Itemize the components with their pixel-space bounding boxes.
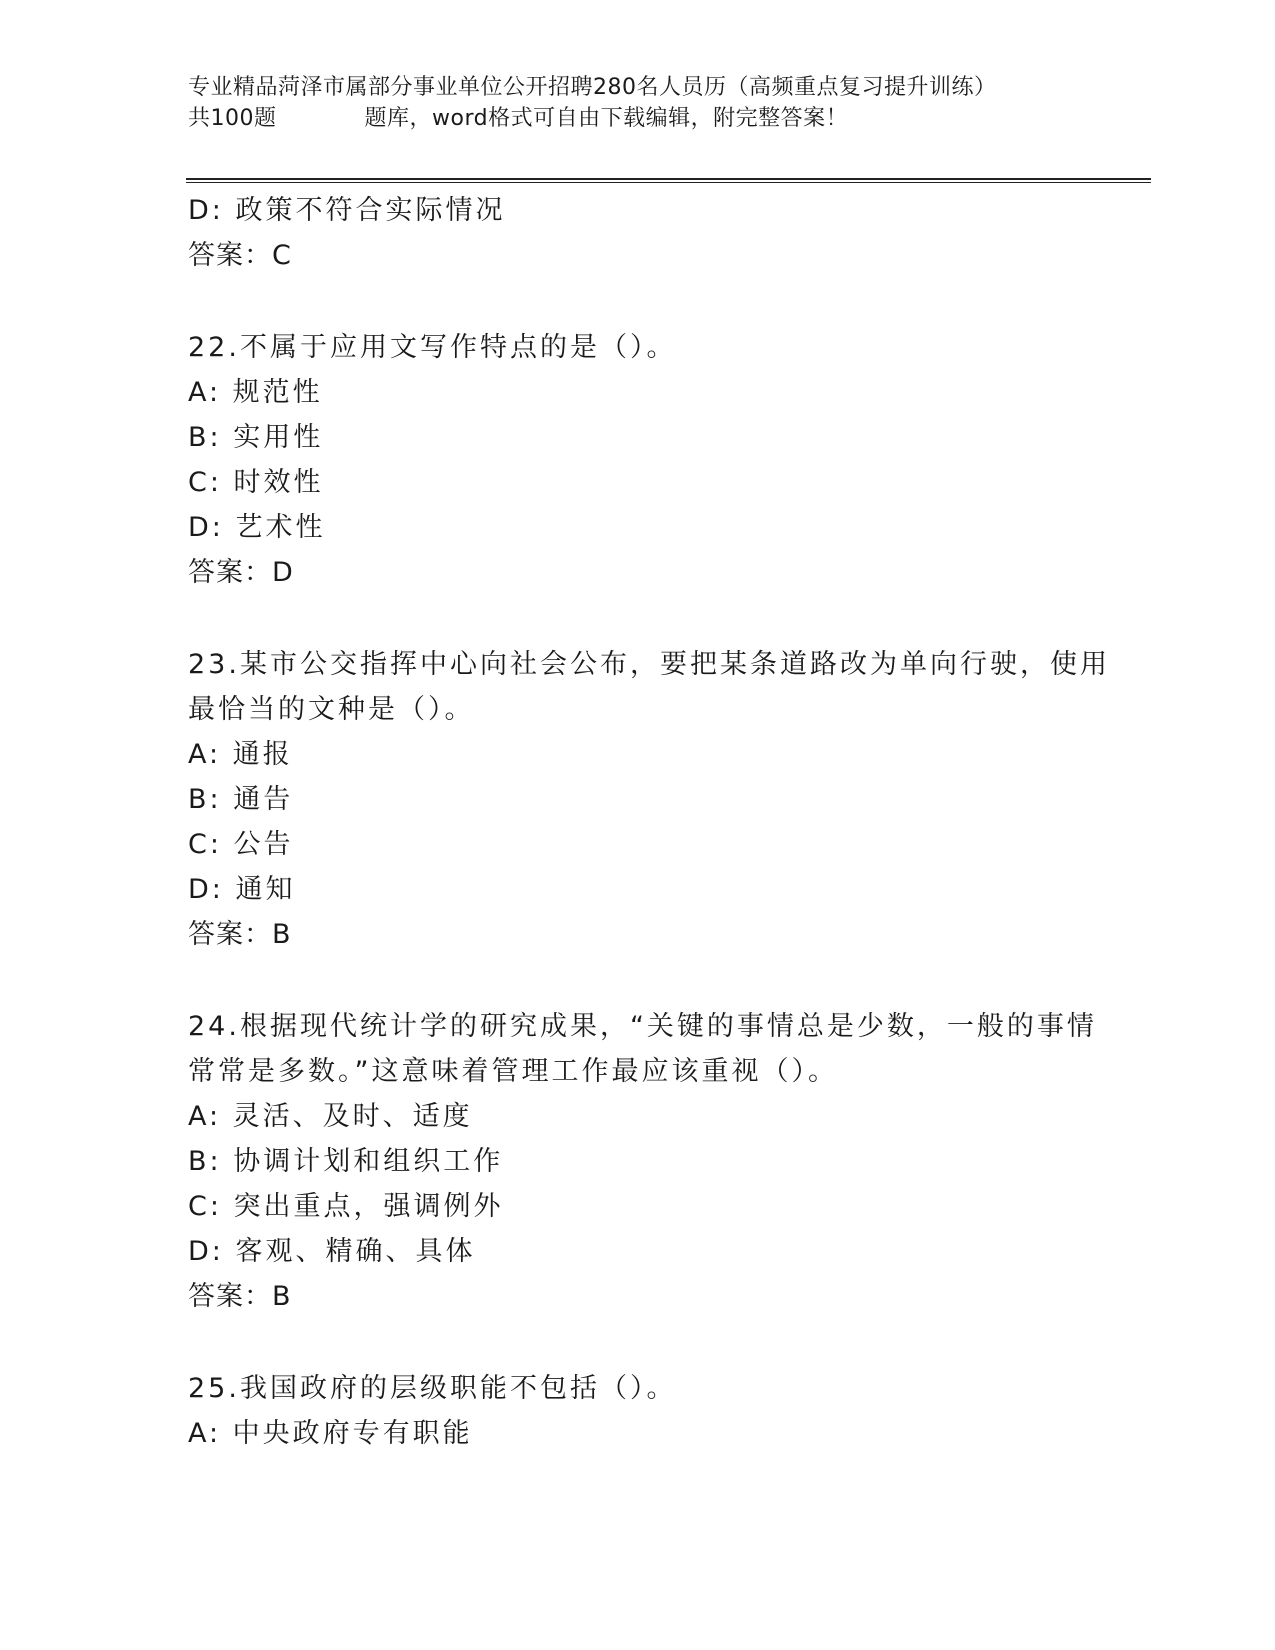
question-answer: 答案：B (188, 1281, 292, 1312)
option-a: A: 灵活、及时、适度 (188, 1101, 473, 1132)
option-a: A: 规范性 (188, 377, 323, 408)
option-c: C: 突出重点，强调例外 (188, 1191, 504, 1222)
question-answer: 答案：D (188, 557, 294, 588)
header-question-count: 共100题 (188, 106, 277, 131)
option-a: A: 中央政府专有职能 (188, 1418, 473, 1449)
option-a: A: 通报 (188, 739, 293, 770)
header-download-note: 题库，word格式可自由下载编辑，附完整答案！ (364, 106, 849, 131)
question-spacer (188, 278, 1088, 325)
header-divider (186, 178, 1151, 183)
option-d: D: 艺术性 (188, 512, 326, 543)
question-24 (188, 1004, 1097, 1319)
question-spacer (188, 1319, 1088, 1366)
option-b: B: 实用性 (188, 422, 324, 453)
question-stem: 22.不属于应用文写作特点的是（）。 (188, 332, 677, 363)
question-stem-continued: 最恰当的文种是（）。 (188, 694, 475, 725)
question-23 (188, 642, 1110, 957)
question-stem: 25.我国政府的层级职能不包括（）。 (188, 1373, 677, 1404)
question-answer: 答案：B (188, 919, 292, 950)
question-stem-continued: 常常是多数。”这意味着管理工作最应该重视（）。 (188, 1056, 838, 1087)
question-22 (188, 325, 1088, 595)
carryover-option-d: D: 政策不符合实际情况 (188, 195, 506, 226)
question-spacer (188, 957, 1088, 1004)
header-subtitle-line (188, 103, 1088, 134)
option-b: B: 通告 (188, 784, 294, 815)
header-title-line: 专业精品菏泽市属部分事业单位公开招聘280名人员历（高频重点复习提升训练） (188, 75, 997, 100)
question-stem: 24.根据现代统计学的研究成果，“关键的事情总是少数，一般的事情 (188, 1011, 1097, 1042)
question-content (188, 188, 1110, 1456)
option-d: D: 客观、精确、具体 (188, 1236, 476, 1267)
carryover-answer: 答案：C (188, 240, 292, 271)
question-25 (188, 1366, 1088, 1456)
option-b: B: 协调计划和组织工作 (188, 1146, 504, 1177)
option-c: C: 时效性 (188, 467, 324, 498)
question-stem: 23.某市公交指挥中心向社会公布，要把某条道路改为单向行驶，使用 (188, 649, 1110, 680)
option-c: C: 公告 (188, 829, 294, 860)
document-header (188, 72, 1088, 134)
question-spacer (188, 595, 1088, 642)
option-d: D: 通知 (188, 874, 296, 905)
